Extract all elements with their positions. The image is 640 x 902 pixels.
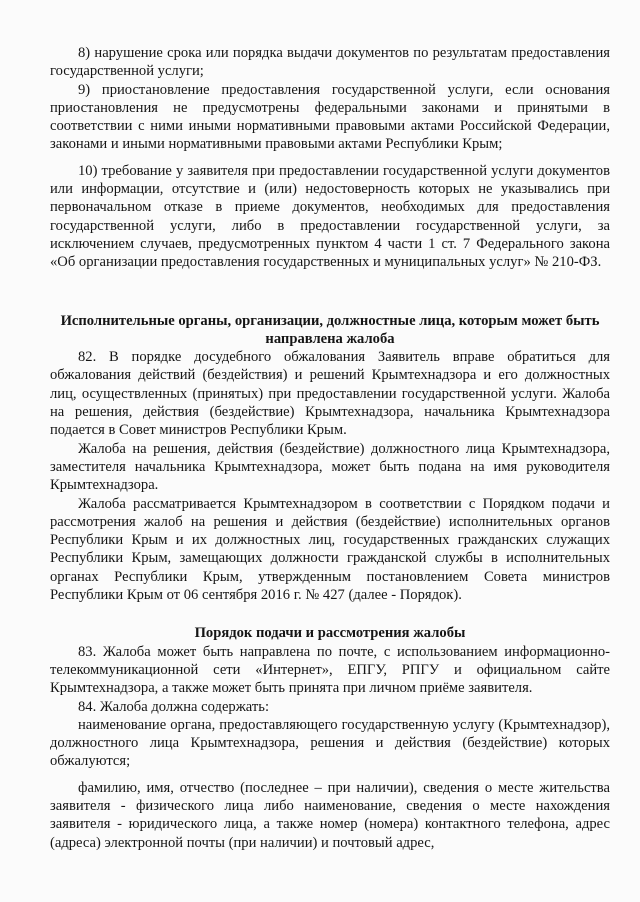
- paragraph-complaint-deputy: Жалоба на решения, действия (бездействие) должностного лица Крымтехнадзора, заместителя начальника Крымтехнадзора, может быть подана на имя руководителя Крымтехнадзора.: [50, 440, 610, 494]
- paragraph-83: 83. Жалоба может быть направлена по почте, с использованием информационно-телекоммуникационной сети «Интернет», ЕПГУ, РПГУ и официальном сайте Крымтехнадзора, а также может быть принята при личном приёме заявителя.: [50, 643, 610, 697]
- paragraph-84: 84. Жалоба должна содержать:: [78, 698, 269, 715]
- paragraph-item-9: 9) приостановление предоставления государственной услуги, если основания приостановления не предусмотрены федеральными законами и принятыми в соответствии с ними иными нормативными правовыми актами Российской Федерации, законами и иными нормативными правовыми актами Республики Крым;: [50, 81, 610, 153]
- section-heading-authorities: Исполнительные органы, организации, должностные лица, которым может быть направлена жалоба: [60, 312, 600, 347]
- paragraph-84-organ: наименование органа, предоставляющего государственную услугу (Крымтехнадзор), должностного лица Крымтехнадзора, решения и действия (бездействие) которых обжалуются;: [50, 716, 610, 770]
- section-heading-procedure: Порядок подачи и рассмотрения жалобы: [194, 625, 466, 642]
- paragraph-84-applicant: фамилию, имя, отчество (последнее – при наличии), сведения о месте жительства заявителя - физического лица либо наименование, сведения о месте нахождения заявителя - юридического лица, а также номер (номера) контактного телефона, адрес (адреса) электронной почты (при наличии) и почтовый адрес,: [50, 779, 610, 851]
- paragraph-82: 82. В порядке досудебного обжалования Заявитель вправе обратиться для обжалования действий (бездействия) и решений Крымтехнадзора и его должностных лиц, осуществленных (принятых) при предоставлении государственной услуги. Жалоба на решения, действия (бездействие) Крымтехнадзора, начальника Крымтехнадзора подается в Совет министров Республики Крым.: [50, 349, 610, 439]
- paragraph-complaint-procedure: Жалоба рассматривается Крымтехнадзором в соответствии с Порядком подачи и рассмотрения жалоб на решения и действия (бездействие) исполнительных органов Республики Крым и их должностных лиц, государственных гражданских служащих Республики Крым, замещающих должности гражданской службы в исполнительных органах Республики Крым, утвержденным постановлением Совета министров Республики Крым от 06 сентября 2016 г. № 427 (далее - Порядок).: [50, 495, 610, 604]
- paragraph-item-10: 10) требование у заявителя при предоставлении государственной услуги документов или информации, отсутствие и (или) недостоверность которых не указывались при первоначальном отказе в приеме документов, необходимых для предоставления государственной услуги, либо в предоставлении государственной услуги, за исключением случаев, предусмотренных пунктом 4 части 1 ст. 7 Федерального закона «Об организации предоставления государственных и муниципальных услуг» № 210-ФЗ.: [50, 162, 610, 271]
- paragraph-item-8: 8) нарушение срока или порядка выдачи документов по результатам предоставления государственной услуги;: [50, 45, 610, 80]
